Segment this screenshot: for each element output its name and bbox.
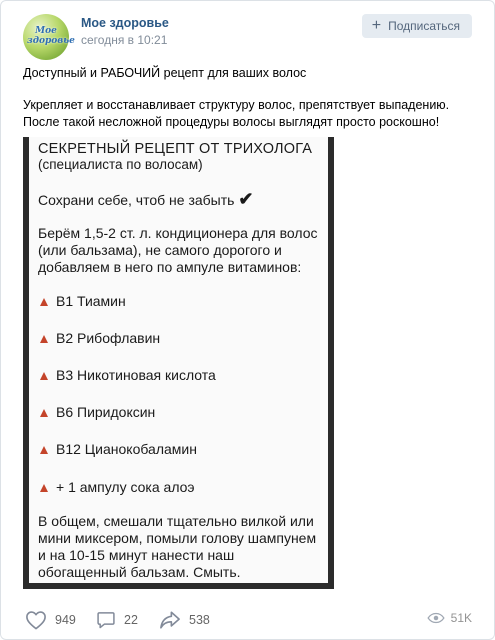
vitamin-item [40, 330, 160, 347]
like-count: 949 [55, 613, 76, 627]
checkmark-icon: ✔ [238, 189, 254, 209]
post-text-line2: Укрепляет и восстанавливает структуру волос, препятствует выпадению. После такой несложной процедуры волосы выглядят просто роскошно! [23, 98, 450, 129]
triangle-bullet-icon [40, 372, 48, 380]
eye-icon [427, 612, 445, 624]
plus-icon: + [371, 17, 382, 34]
card-intro: Берём 1,5-2 ст. л. кондиционера для волос (или бальзама), не самого дорогого и добавляем в него по ампуле витаминов: [38, 225, 318, 275]
vitamin-label: B12 Цианокобаламин [56, 441, 197, 457]
like-button[interactable] [25, 610, 76, 630]
views-counter [427, 611, 472, 625]
vitamin-label: B6 Пиридоксин [56, 404, 156, 420]
vitamin-item [40, 293, 126, 310]
author-name[interactable]: Мое здоровье [81, 16, 169, 30]
post-actions-bar [1, 601, 494, 639]
triangle-bullet-icon [40, 446, 48, 454]
triangle-bullet-icon [40, 409, 48, 417]
heart-icon [25, 610, 47, 630]
vitamin-item [40, 367, 216, 384]
post-text-line1: Доступный и РАБОЧИЙ рецепт для ваших волос [23, 66, 307, 80]
subscribe-label: Подписаться [388, 19, 460, 33]
avatar[interactable] [23, 14, 75, 60]
card-subtitle: (специалиста по волосам) [38, 157, 203, 172]
vitamin-label: + 1 ампулу сока алоэ [56, 479, 195, 495]
card-outro: В общем, смешали тщательно вилкой или мини миксером, помыли голову шампунем и на 10-15 минут нанести наш обогащенный бальзам. Смыть. [38, 513, 317, 580]
vitamin-item [40, 441, 197, 458]
avatar-logo-text: Мое здоровье [27, 26, 75, 46]
comment-icon [96, 610, 116, 630]
share-icon [159, 610, 181, 630]
share-count: 538 [189, 613, 210, 627]
card-title: СЕКРЕТНЫЙ РЕЦЕПТ ОТ ТРИХОЛОГА [38, 141, 313, 157]
triangle-bullet-icon [40, 298, 48, 306]
vitamin-label: B2 Рибофлавин [56, 330, 161, 346]
post-image[interactable] [23, 137, 334, 589]
triangle-bullet-icon [40, 335, 48, 343]
recipe-card [29, 137, 328, 583]
subscribe-button[interactable] [362, 14, 472, 38]
triangle-bullet-icon [40, 484, 48, 492]
vitamin-label: B3 Никотиновая кислота [56, 367, 216, 383]
save-note-text: Сохрани себе, чтоб не забыть [38, 192, 235, 208]
vitamin-item [40, 404, 155, 421]
comment-button[interactable] [96, 610, 138, 630]
vitamin-label: B1 Тиамин [56, 293, 126, 309]
vitamin-item [40, 479, 195, 496]
card-save-note [38, 191, 323, 209]
views-count: 51K [450, 611, 472, 625]
share-button[interactable] [159, 610, 210, 630]
post-timestamp[interactable]: сегодня в 10:21 [81, 33, 168, 47]
comment-count: 22 [124, 613, 138, 627]
